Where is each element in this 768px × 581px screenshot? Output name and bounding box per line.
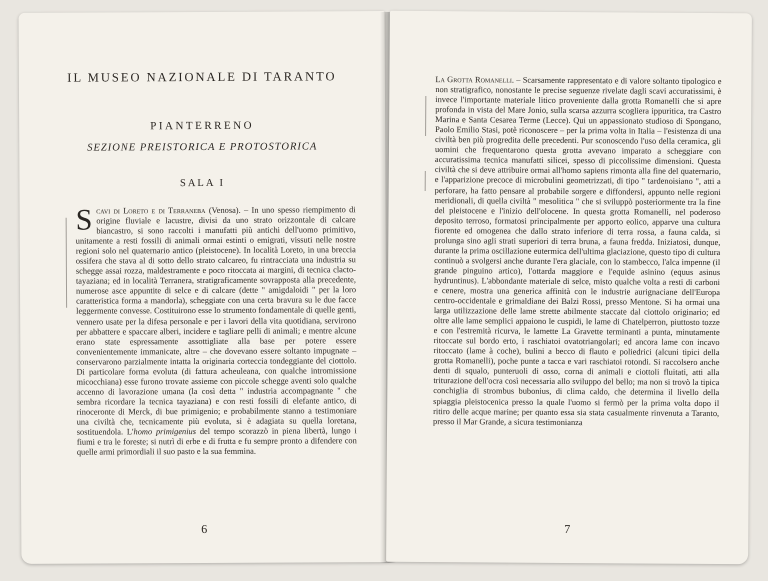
- right-heading: La Grotta Romanelli.: [435, 75, 515, 85]
- lead-smallcaps: cavi di Loreto e di Terraneba: [96, 205, 206, 216]
- right-body-text: [433, 75, 721, 429]
- book-spread: [10, 8, 760, 573]
- left-page: [19, 11, 388, 564]
- page-number-right: 7: [564, 521, 571, 537]
- museum-title: IL MUSEO NAZIONALE DI TARANTO: [67, 69, 337, 85]
- left-body-end: del tempo scorazzò in piena libertà, lungo i fiumi e tra le foreste; si nutrì di erbe e di frutta e fu sempre pronto a difendere con quelle armi primordiali il suo pasto e la sua femmina.: [76, 426, 357, 457]
- room-heading: SALA I: [179, 177, 225, 190]
- pencil-mark: [425, 171, 426, 191]
- section-heading: SEZIONE PREISTORICA E PROTOSTORICA: [87, 141, 318, 154]
- right-page: [386, 11, 752, 565]
- right-body: – Scarsamente rappresentato e di valore soltanto tipologico e non stratigrafico, nonostante le precise seguenze rivelate dagli scavi accuratissimi, è invece l'importante materiale litico proveniente dalla grotta Romanelli che si apre profonda in vista del Mare Jonio, sulla scarsa azzurra scogliera ippuritica, tra Castro Marina e Santa Cesarea Terme (Lecce). Qui un appassionato studioso di Spongano, Paolo Emilio Stasi, potè riconoscere – per la prima volta in Italia – l'esistenza di una civiltà ben più progredita delle precedenti. Pur sconoscendo l'uso della ceramica, gli uomini che frequentarono questa grotta avevano imparato a scheggiare con accuratissima tecnica manufatti silicei, spesso di piccolissime dimensioni. Questa civiltà che si deve attribuire ormai all'homo sapiens rimonta alla fine del quaternario, e l'apparizione precoce di microbulini geometrizzati, di tipo " tardenoisiano ", atti a perforare, ha fatto pensare al probabile sorgere e diffondersi, appunto nelle regioni meridionali, di quella civiltà " mesolitica " che si sviluppò posteriormente tra la fine del pleistocene e l'inizio dell'olocene. In questa grotta Romanelli, nel poderoso deposito terroso, formatosi principalmente per apporto eolico, apparve una cultura fiorente ed omogenea che dallo strato inferiore di terra rossa, a fauna calda, si prolunga sino agli strati superiori di terra bruna, a fauna fredda. Iniziatosi, dunque, durante la prima oscillazione eutermica dell'ultima glaciazione, questo tipo di cultura continuò a svolgersi anche durante l'era glaciale, con lo stambecco, l'alca impenne (il grande pinguino artico), l'ottarda maggiore e l'equide asinino (equus asinus hydruntinus). L'abbondante materiale di selce, misto qualche volta a resti di carboni e cenere, mostra una generica affinità con le industrie aurignaciane dell'Europa centro-occidentale e grimaldiane dei Balzi Rossi, presso Mentone. Si ha ormai una larga utilizzazione delle lame strette abilmente staccate dal ciottolo originario; ed oltre alle lame semplici appaiono le cuspidi, le lame di Chatelperron, piuttosto tozze e con l'estremità ricurva, le lamette La Gravette terminanti a punta, minutamente ritoccate sul bordo erto, i raschiatoi ovatotriangolari; ed ancora lame con incavo ritoccato (lame à coche), bulini a becco di flauto e poliedrici (alcuni tipici della grotta Romanelli), poche punte a tacca e vari raschiatoi rotondi. Si raccolsero anche denti di squalo, punteruoli di osso, corna di animali e ciottoli fluitati, atti alla triturazione dell'ocra così necessaria allo sviluppo del bello; ma non si trovò la tipica conchiglia di strombus bubonius, di clima caldo, che determina il livello della spiaggia pleistocenica presso la quale l'uomo si fermò per la prima volta dopo il ritiro delle acque marine; per quanto essa sia stata casualmente rinvenuta a Taranto, presso il Mar Grande, a sicura testimonianza: [433, 75, 722, 427]
- floor-heading: PIANTERRENO: [150, 119, 255, 133]
- italic-term: homo primigenius: [133, 427, 197, 437]
- pencil-mark: [66, 218, 67, 308]
- drop-cap: S: [75, 203, 93, 237]
- left-body-text: [76, 205, 357, 458]
- left-body: (Venosa). – In uno spesso riempimento di origine fluviale e lacustre, divisi da uno strato orizzontale di calcare biancastro, si sono raccolti i manufatti più antichi dell'uomo primitivo, unitamente a resti fossili di animali ormai estinti o emigrati, vissuti nelle nostre regioni solo nel quaternario antico (pleistocene). In località Loreto, in una breccia ossifera che stava al di sotto dello strato calcareo, fu rintracciata una industria su schegge assai rozza, maldestramente e poco ritoccata ai margini, di tecnica clacto-tayaziana; ed in località Terranera, stratigraficamente sovrapposta alla precedente, numerose asce appuntite di selce e di calcare (dette " amigdaloidi " per la loro caratteristica forma a mandorla), scheggiate con una certa bravura su le due facce leggermente convesse. Costituirono esse lo strumento fondamentale di quelle genti, vennero usate per la difesa personale e per i lavori della vita quotidiana, servirono per abbattere e spaccare alberi, incidere e tagliare pelli di animali; e mentre alcune erano state espressamente assottigliate alla base per potere essere convenientemente immanicate, altre – che dovevano essere soltanto impugnate – conservarono parzialmente intatta la originaria corteccia tondeggiante del ciottolo. Di particolare forma evoluta (di fattura acheuleana, con qualche intromissione micocchiana) esse furono trovate assieme con piccole schegge aventi solo qualche accenno di lavorazione umana (la così detta " industria accompagnante " che sembra ricordare la tecnica tayaziana) e con resti fossili di elefante antico, di rinoceronte di Merck, di bue primigenio; e probabilmente stanno a testimoniare una civiltà che, tecnicamente più evoluta, si è adagiata su quella loretana, sostituendola. L': [75, 205, 357, 437]
- pencil-mark: [425, 96, 426, 136]
- page-number-left: 6: [201, 521, 208, 537]
